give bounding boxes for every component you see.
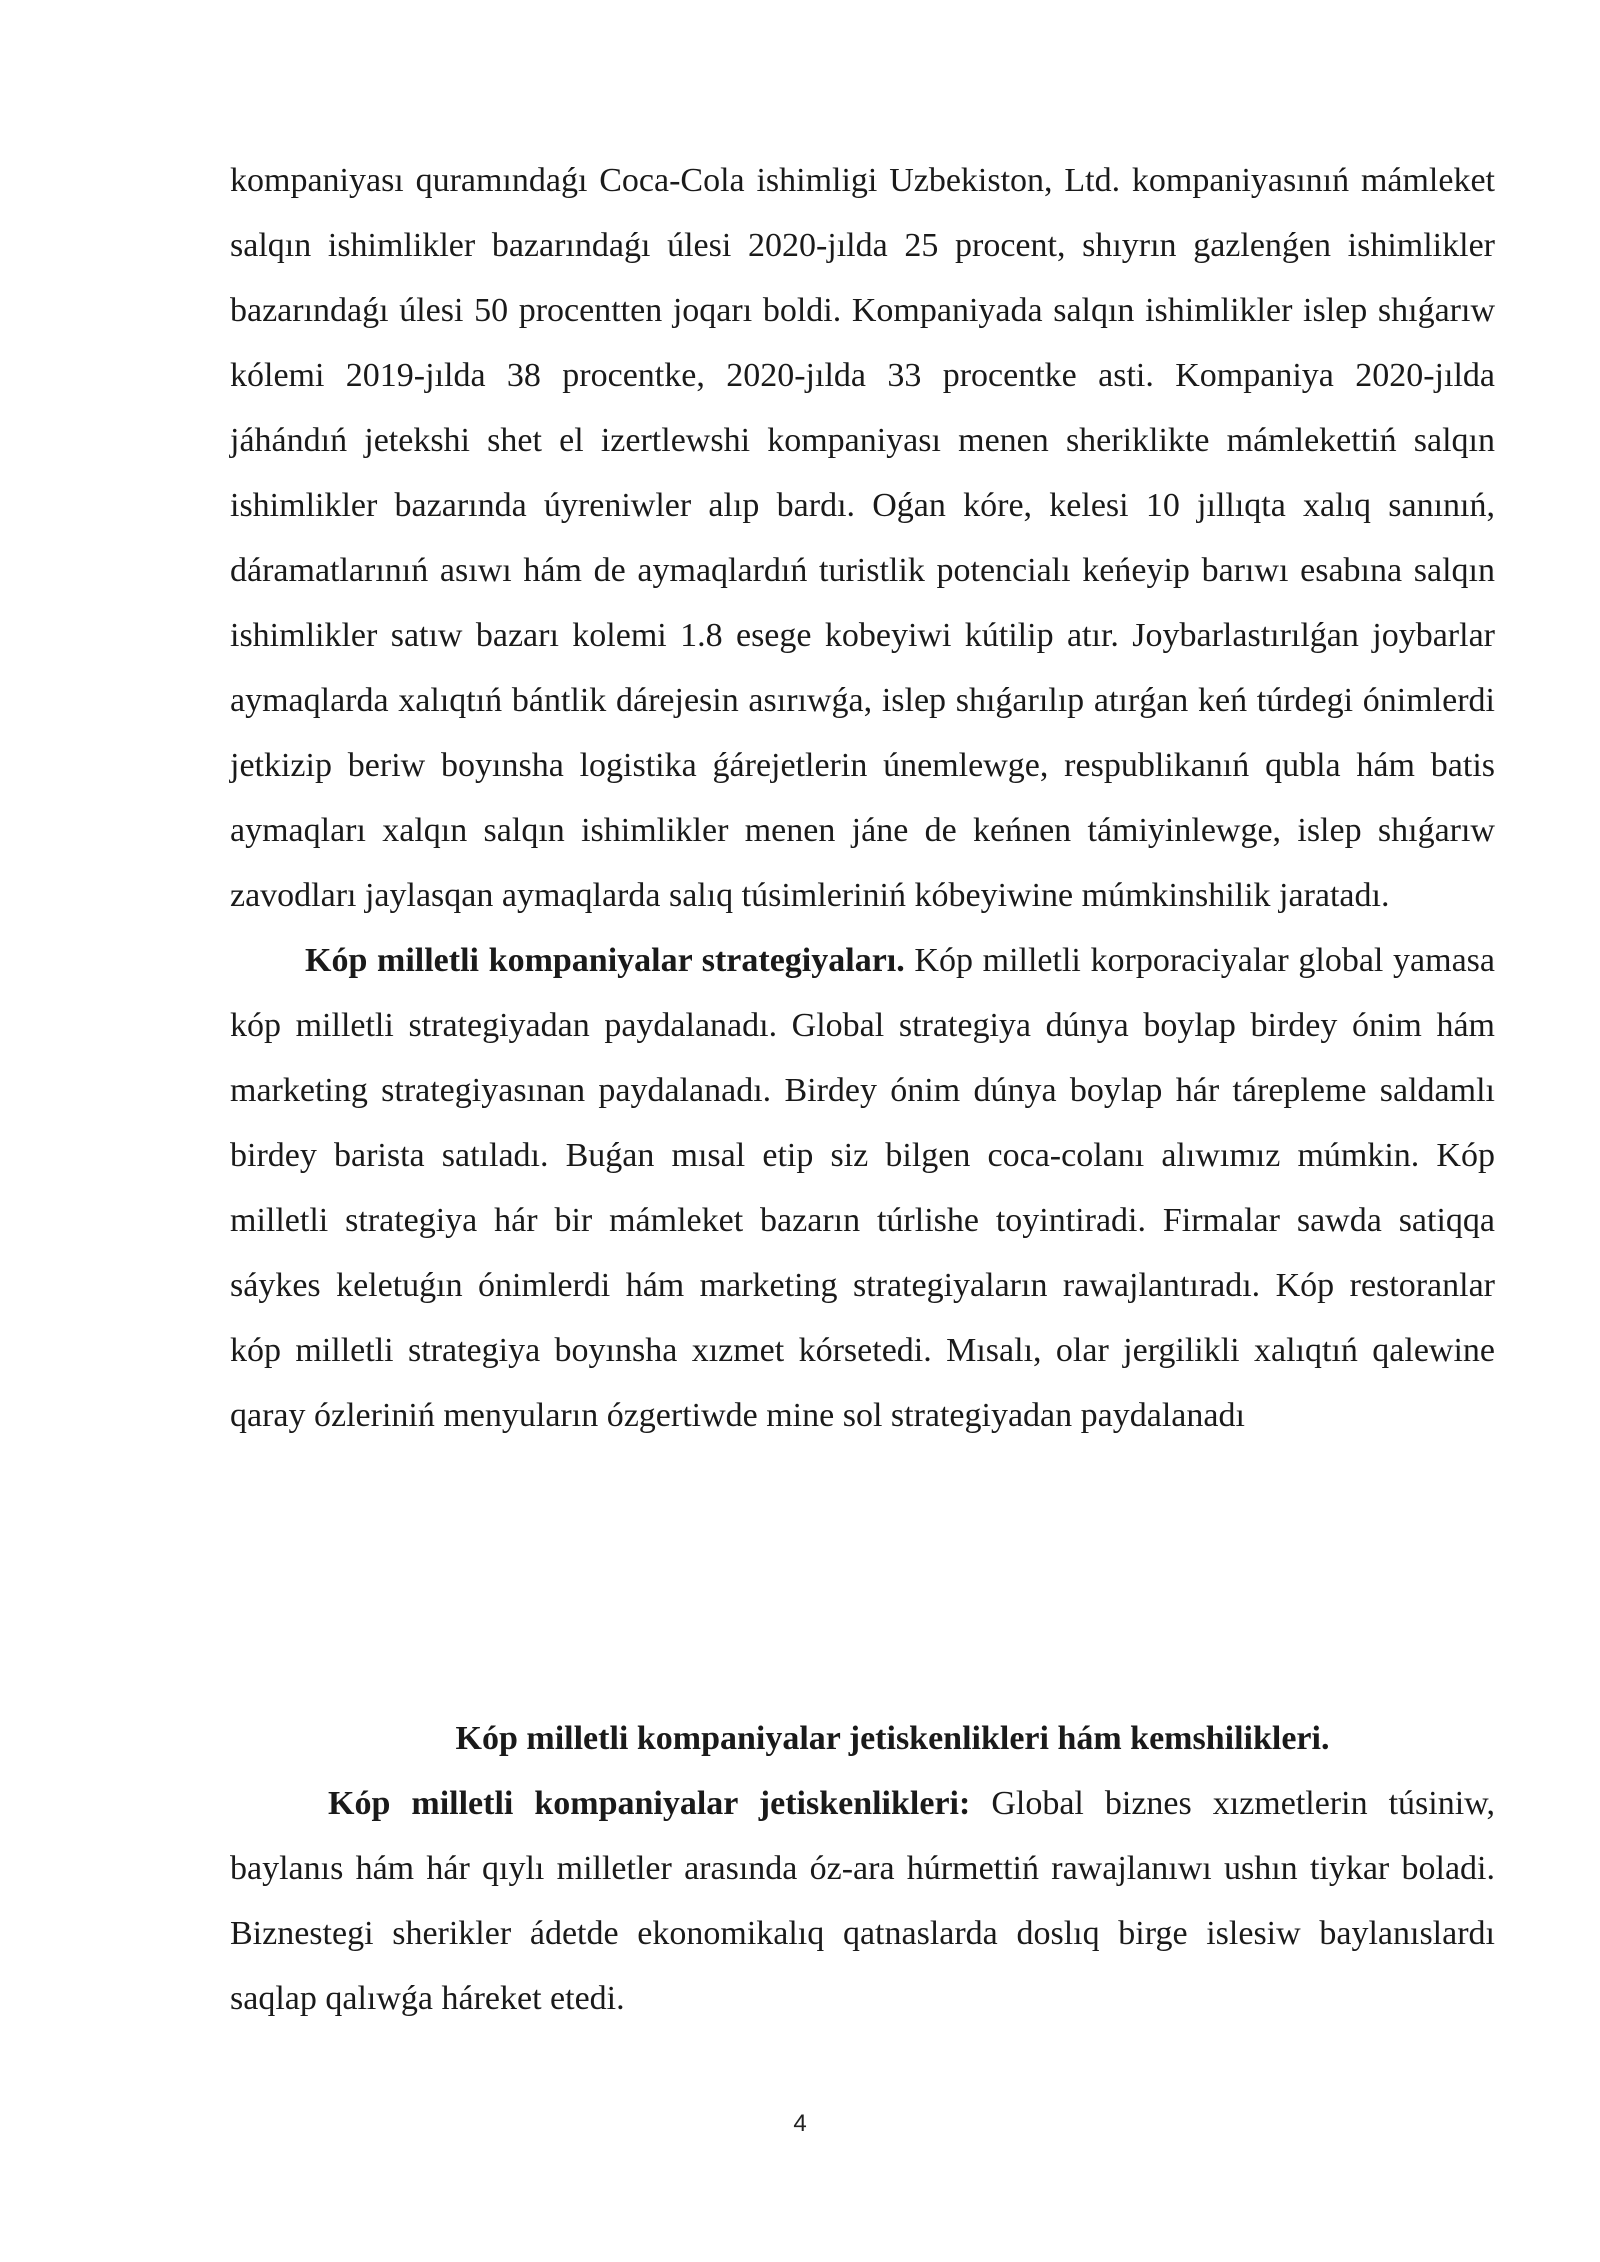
body-text-bottom [230,1706,1495,2031]
section-heading: Kóp milletli kompaniyalar jetiskenlikleri hám kemshilikleri. [455,1720,1330,1757]
strategies-bold-lead: Kóp milletli kompaniyalar strategiyaları. [305,942,905,979]
paragraph-strategies [230,928,1495,1448]
advantages-bold-lead: Kóp milletli kompaniyalar jetiskenlikleri: [328,1785,971,1822]
strategies-body: Kóp milletli korporaciyalar global yamasa kóp milletli strategiyadan paydalanadı. Global strategiya dúnya boylap birdey ónim hám marketing strategiyasınan paydalanadı. Birdey ónim dúnya boylap hár tárepleme saldamlı birdey barista satıladı. Buǵan mısal etip siz bilgen coca-colanı alıwımız múmkin. Kóp milletli strategiya hár bir mámleket bazarın túrlishe toyintiradi. Firmalar sawda satiqqa sáykes keletuǵın ónimlerdi hám marketing strategiyaların rawajlantıradı. Kóp restoranlar kóp milletli strategiya boyınsha xızmet kórsetedi. Mısalı, olar jergilikli xalıqtıń qalewine qaray ózleriniń menyuların ózgertiwde mine sol strategiyadan paydalanadı [230,942,1495,1434]
page-number: 4 [793,2110,807,2137]
advantages-body: Global biznes xızmetlerin túsiniw, baylanıs hám hár qıylı milletler arasında óz-ara húrmettiń rawajlanıwı ushın tiykar boladi. Biznestegi sherikler ádetde ekonomikalıq qatnaslarda doslıq birge islesiw baylanıslardı saqlap qalıwǵa háreket etedi. [230,1785,1496,2017]
paragraph-advantages [230,1771,1495,2031]
paragraph-coca-cola: kompaniyası quramındaǵı Coca-Cola ishimligi Uzbekiston, Ltd. kompaniyasınıń mámleket salqın ishimlikler bazarındaǵı úlesi 2020-jılda 25 procent, shıyrın gazlenǵen ishimlikler bazarındaǵı úlesi 50 procentten joqarı boldi. Kompaniyada salqın ishimlikler islep shıǵarıw kólemi 2019-jılda 38 procentke, 2020-jılda 33 procentke asti. Kompaniya 2020-jılda jáhándıń jetekshi shet el izertlewshi kompaniyası menen sheriklikte mámlekettiń salqın ishimlikler bazarında úyreniwler alıp bardı. Oǵan kóre, kelesi 10 jıllıqta xalıq sanınıń, dáramatlarınıń asıwı hám de aymaqlardıń turistlik potencialı keńeyip barıwı esabına salqın ishimlikler satıw bazarı kolemi 1.8 esege kobeyiwi kútilip atır. Joybarlastırılǵan joybarlar aymaqlarda xalıqtıń bántlik dárejesin asırıwǵa, islep shıǵarılıp atırǵan keń túrdegi ónimlerdi jetkizip beriw boyınsha logistika ǵárejetlerin únemlewge, respublikanıń qubla hám batis aymaqları xalqın salqın ishimlikler menen jáne de keńnen támiyinlewge, islep shıǵarıw zavodları jaylasqan aymaqlarda salıq túsimleriniń kóbeyiwine múmkinshilik jaratadı. [230,162,1495,914]
body-text-top [230,148,1495,1448]
